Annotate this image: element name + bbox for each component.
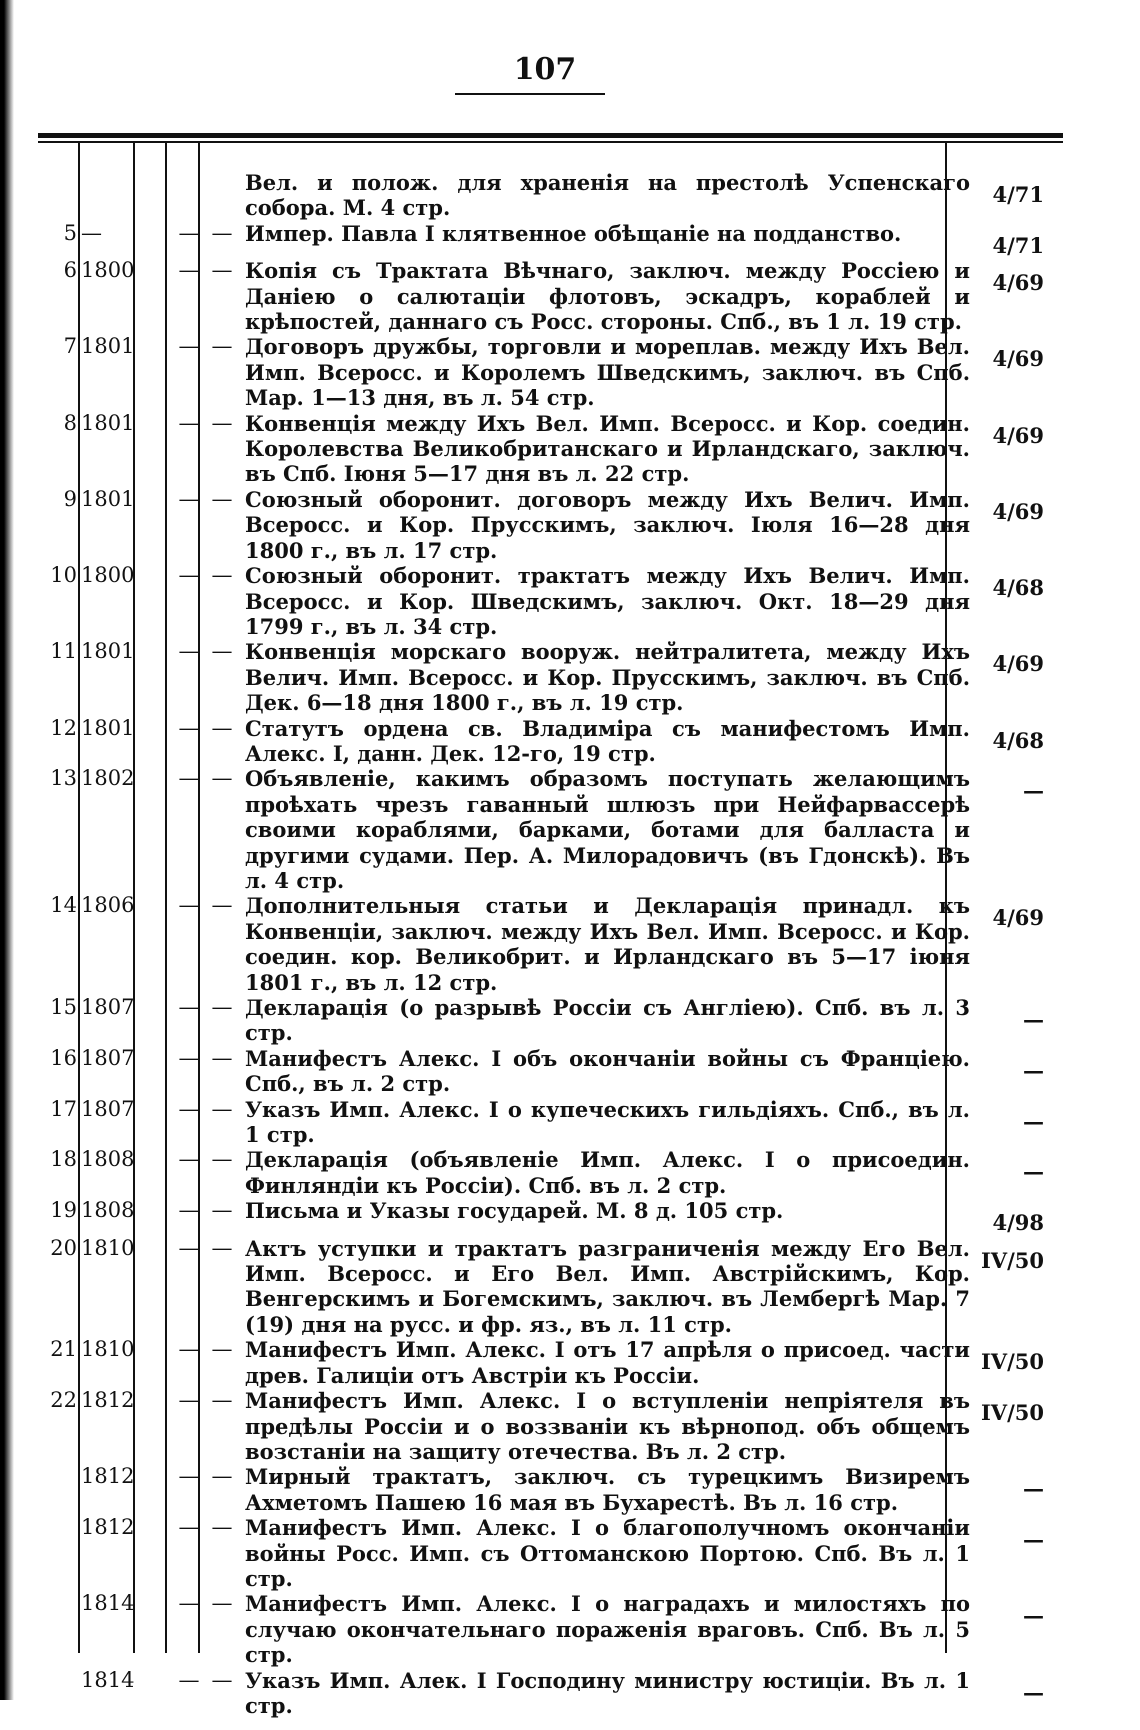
entry-description: Манифестъ Алекс. I объ окончаніи войны съ Франціею. Спб., въ л. 2 стр. xyxy=(245,1045,970,1097)
entry-dash-2: — xyxy=(211,1515,233,1540)
entry-year: 1801 xyxy=(81,486,135,511)
entry-description: Импер. Павла I клятвенное обѣщаніе на подданство. xyxy=(245,220,902,246)
table-row xyxy=(40,221,1050,258)
entry-dash-2: — xyxy=(211,1337,233,1362)
entry-dash-1: — xyxy=(178,893,200,918)
entry-number: 14 xyxy=(50,893,77,918)
entry-description: Манифестъ Имп. Алекс. I о наградахъ и милостяхъ по случаю окончательнаго пораженія враговъ. Спб. Въ л. 5 стр. xyxy=(245,1591,970,1668)
table-row xyxy=(40,1337,1050,1388)
entry-shelf-ref: 4/71 xyxy=(992,232,1044,258)
table-row xyxy=(40,1464,1050,1515)
entry-description: Декларація (о разрывѣ Россіи съ Англіею). Спб. въ л. 3 стр. xyxy=(245,995,970,1046)
entry-dash-2: — xyxy=(211,1198,233,1223)
entry-shelf-ref: 4/69 xyxy=(992,270,1044,296)
entry-year: 1810 xyxy=(81,1235,135,1260)
entry-dash-1: — xyxy=(178,766,200,791)
table-row xyxy=(40,1198,1050,1235)
entry-dash-2: — xyxy=(211,258,233,283)
entry-number: 9 xyxy=(63,486,77,511)
entry-dash-1: — xyxy=(178,1388,200,1413)
entry-number xyxy=(40,1464,79,1515)
table-row xyxy=(40,334,1050,410)
entry-shelf-ref: IV/50 xyxy=(980,1247,1044,1273)
entry-dash-1: — xyxy=(178,995,200,1019)
entry-description: Манифестъ Имп. Алекс. I отъ 17 апрѣля о присоед. части древ. Галиціи отъ Австріи къ Россіи. xyxy=(245,1337,970,1388)
entry-shelf-ref: — xyxy=(1023,1603,1044,1629)
entry-dash-2: — xyxy=(211,410,233,435)
entry-year: 1801 xyxy=(81,334,135,359)
entry-year: 1801 xyxy=(81,715,135,740)
entry-year: 1812 xyxy=(81,1464,135,1489)
entry-description: Манифестъ Имп. Алекс. I о вступленіи непріятеля въ предѣлы Россіи и о воззваніи къ вѣрнопод. объ общемъ возстаніи на защиту отечества. Въ л. 2 стр. xyxy=(245,1388,970,1464)
entry-number: 21 xyxy=(50,1337,77,1362)
entry-dash-1: — xyxy=(178,258,200,283)
entry-shelf-ref: 4/69 xyxy=(992,346,1044,372)
entry-year: 1810 xyxy=(81,1337,135,1362)
entry-number: 11 xyxy=(50,639,77,664)
entry-number xyxy=(40,1515,79,1591)
entry-shelf-ref: — xyxy=(1023,1108,1044,1134)
table-row xyxy=(40,716,1050,767)
entry-dash-2: — xyxy=(211,334,233,359)
entry-description: Манифестъ Имп. Алекс. I о благополучномъ окончаніи войны Росс. Имп. съ Оттоманскою Портою. Спб. Въ л. 1 стр. xyxy=(245,1515,970,1591)
table-row xyxy=(40,766,1050,893)
entry-description: Конвенція между Ихъ Вел. Имп. Всеросс. и Кор. соедин. Королевства Великобританскаго и Ирландскаго, заключ. въ Спб. Іюня 5—17 дня въ л. 22 стр. xyxy=(245,410,970,487)
entry-description: Конвенція морскаго вооруж. нейтралитета, между Ихъ Велич. Имп. Всеросс. и Кор. Прусскимъ, заключ. въ Спб. Дек. 6—18 дня 1800 г., въ л. 19 стр. xyxy=(245,639,970,716)
entry-description: Договоръ дружбы, торговли и мореплав. между Ихъ Вел. Имп. Всеросс. и Королемъ Шведскимъ, заключ. въ Спб. Мар. 1—13 дня, въ л. 54 стр. xyxy=(245,334,970,411)
entry-dash-2: — xyxy=(211,486,233,511)
entry-dash-2: — xyxy=(211,1147,233,1172)
entry-number: 6 xyxy=(63,258,77,283)
entry-shelf-ref: 4/98 xyxy=(992,1210,1044,1236)
entry-year: 1808 xyxy=(81,1198,135,1223)
entry-description: Союзный оборонит. договоръ между Ихъ Велич. Имп. Всеросс. и Кор. Прусскимъ, заключ. Іюля 16—28 дня 1800 г., въ л. 17 стр. xyxy=(245,486,970,563)
entry-year: 1806 xyxy=(81,893,135,918)
entry-number: 18 xyxy=(50,1147,77,1172)
entry-description: Мирный трактатъ, заключ. съ турецкимъ Визиремъ Ахметомъ Пашею 16 мая въ Бухарестѣ. Въ л. 16 стр. xyxy=(245,1464,970,1515)
entry-dash-2 xyxy=(205,170,239,221)
entry-year: 1814 xyxy=(81,1667,135,1692)
entry-dash-1: — xyxy=(178,1147,200,1172)
table-row xyxy=(40,170,1050,221)
entry-dash-1: — xyxy=(178,1591,200,1616)
entry-shelf-ref: 4/69 xyxy=(992,905,1044,931)
entry-description: Союзный оборонит. трактатъ между Ихъ Велич. Имп. Всеросс. и Кор. Шведскимъ, заключ. Окт. 18—29 дня 1799 г., въ л. 34 стр. xyxy=(245,563,970,639)
table-row xyxy=(40,893,1050,995)
table-row xyxy=(40,1147,1050,1198)
entry-year xyxy=(79,170,173,221)
entry-year: 1801 xyxy=(81,639,135,664)
entry-dash-1: — xyxy=(178,1337,200,1362)
entry-shelf-ref: 4/71 xyxy=(992,182,1044,207)
entry-dash-2: — xyxy=(211,1591,233,1616)
table-row xyxy=(40,258,1050,334)
entry-number: 19 xyxy=(50,1198,77,1223)
entry-dash-1: — xyxy=(178,639,200,664)
entry-description: Дополнительныя статьи и Декларація принадл. къ Конвенціи, заключ. между Ихъ Вел. Имп. Всеросс. и Кор. соедин. кор. Великобрит. и Ирландскаго въ 5—17 іюня 1801 г., въ л. 12 стр. xyxy=(245,893,970,995)
entry-dash-1: — xyxy=(178,563,200,588)
table-row xyxy=(40,995,1050,1046)
entry-shelf-ref: 4/69 xyxy=(992,422,1044,448)
header-rule-thin xyxy=(38,141,1063,143)
entry-dash-1: — xyxy=(178,1096,200,1121)
page-number-rule xyxy=(455,93,605,95)
table-row xyxy=(40,411,1050,487)
entry-description: Декларація (объявленіе Имп. Алекс. I о присоедин. Финляндіи къ Россіи). Спб. въ л. 2 стр. xyxy=(245,1147,970,1198)
entry-shelf-ref: — xyxy=(1023,1679,1044,1705)
entry-shelf-ref: — xyxy=(1023,778,1044,804)
entry-number xyxy=(40,170,79,221)
entry-year: 1801 xyxy=(81,410,135,435)
entry-shelf-ref: 4/68 xyxy=(992,727,1044,753)
entry-dash-1: — xyxy=(178,486,200,511)
entry-dash-1: — xyxy=(178,410,200,435)
entry-dash-1: — xyxy=(178,1235,200,1260)
entry-shelf-ref: 4/69 xyxy=(992,498,1044,524)
entry-year: 1807 xyxy=(81,995,135,1019)
entry-year: 1802 xyxy=(81,766,135,791)
entry-year: 1800 xyxy=(81,563,135,588)
entry-year: — xyxy=(81,220,102,245)
entry-number: 16 xyxy=(50,1045,77,1070)
entry-dash-1: — xyxy=(178,1667,200,1692)
entry-year: 1800 xyxy=(81,258,135,283)
entry-dash-1 xyxy=(173,170,205,221)
entry-shelf-ref: — xyxy=(1023,1527,1044,1553)
entry-description: Копія съ Трактата Вѣчнаго, заключ. между Россіею и Даніею о салютаціи флотовъ, эскадръ, кораблей и крѣпостей, даннаго съ Росс. стороны. Спб., въ 1 л. 19 стр. xyxy=(245,258,970,335)
entry-dash-1: — xyxy=(178,715,200,740)
entry-dash-2: — xyxy=(211,1388,233,1413)
catalog-table xyxy=(40,170,1050,1718)
entry-number: 12 xyxy=(50,715,77,740)
entry-description: Вел. и полож. для храненія на престолѣ Успенскаго собора. М. 4 стр. xyxy=(245,170,970,221)
entry-number: 7 xyxy=(63,334,77,359)
entry-shelf-ref: IV/50 xyxy=(980,1349,1044,1375)
entry-year: 1807 xyxy=(81,1045,135,1070)
entry-number: 8 xyxy=(63,410,77,435)
table-row xyxy=(40,1668,1050,1719)
entry-year: 1812 xyxy=(81,1388,135,1413)
table-row xyxy=(40,563,1050,639)
entry-number: 17 xyxy=(50,1096,77,1121)
entry-description: Указъ Имп. Алекс. I о купеческихъ гильдіяхъ. Спб., въ л. 1 стр. xyxy=(245,1096,970,1148)
entry-number: 22 xyxy=(50,1388,77,1413)
entry-dash-1: — xyxy=(178,1198,200,1223)
entry-description: Указъ Имп. Алек. I Господину министру юстиціи. Въ л. 1 стр. xyxy=(245,1667,970,1718)
table-row xyxy=(40,1236,1050,1338)
entry-number: 5 xyxy=(63,220,77,245)
entry-shelf-ref: IV/50 xyxy=(980,1400,1044,1426)
entry-shelf-ref: 4/68 xyxy=(992,575,1044,601)
table-row xyxy=(40,1097,1050,1148)
entry-dash-2: — xyxy=(211,1235,233,1260)
entry-year: 1812 xyxy=(81,1515,135,1540)
catalog-rows xyxy=(40,170,1050,1718)
page-number: 107 xyxy=(513,52,577,87)
entry-dash-2: — xyxy=(211,715,233,740)
table-row xyxy=(40,487,1050,563)
entry-number: 20 xyxy=(50,1235,77,1260)
entry-number: 10 xyxy=(50,563,77,588)
entry-number xyxy=(40,1668,79,1719)
entry-dash-1: — xyxy=(178,334,200,359)
entry-dash-2: — xyxy=(211,639,233,664)
entry-number xyxy=(40,1591,79,1667)
entry-dash-2: — xyxy=(211,766,233,791)
entry-dash-1: — xyxy=(178,1464,200,1489)
entry-dash-2: — xyxy=(211,1464,233,1489)
table-row xyxy=(40,1591,1050,1667)
entry-number: 13 xyxy=(50,766,77,791)
entry-dash-2: — xyxy=(211,1096,233,1121)
entry-year: 1807 xyxy=(81,1096,135,1121)
entry-shelf-ref: — xyxy=(1023,1476,1044,1502)
entry-year: 1814 xyxy=(81,1591,135,1616)
entry-year: 1808 xyxy=(81,1147,135,1172)
table-row xyxy=(40,1046,1050,1097)
entry-description: Актъ уступки и трактатъ разграниченія между Его Вел. Имп. Всеросс. и Его Вел. Имп. Австрійскимъ, Кор. Венгерскимъ и Богемскимъ, заключ. въ Лембергѣ Мар. 7 (19) дня на русс. и фр. яз., въ л. 11 стр. xyxy=(245,1235,970,1337)
entry-dash-1: — xyxy=(178,1515,200,1540)
table-row xyxy=(40,1388,1050,1464)
table-row xyxy=(40,1515,1050,1591)
entry-number: 15 xyxy=(50,995,77,1019)
header-rule-thick xyxy=(38,133,1063,138)
entry-description: Объявленіе, какимъ образомъ поступать желающимъ проѣхать чрезъ гаванный шлюзъ при Нейфарвассерѣ своими кораблями, барками, ботами для балласта и другими судами. Пер. А. Милорадовичъ (въ Гдонскѣ). Въ л. 4 стр. xyxy=(245,766,970,893)
entry-dash-2: — xyxy=(211,563,233,588)
entry-dash-2: — xyxy=(211,995,233,1019)
entry-dash-2: — xyxy=(211,220,233,245)
entry-description: Статутъ ордена св. Владиміра съ манифестомъ Имп. Алекс. I, данн. Дек. 12-го, 19 стр. xyxy=(245,715,970,766)
entry-dash-1: — xyxy=(178,1045,200,1070)
entry-dash-2: — xyxy=(211,893,233,918)
page-edge-shadow xyxy=(0,0,20,1700)
entry-shelf-ref: 4/69 xyxy=(992,651,1044,677)
entry-shelf-ref: — xyxy=(1023,1159,1044,1185)
entry-dash-2: — xyxy=(211,1667,233,1692)
entry-dash-2: — xyxy=(211,1045,233,1070)
entry-shelf-ref: — xyxy=(1023,1007,1044,1032)
entry-dash-1: — xyxy=(178,220,200,245)
table-row xyxy=(40,639,1050,715)
entry-shelf-ref: — xyxy=(1023,1057,1044,1083)
entry-description: Письма и Указы государей. М. 8 д. 105 стр. xyxy=(245,1198,784,1224)
